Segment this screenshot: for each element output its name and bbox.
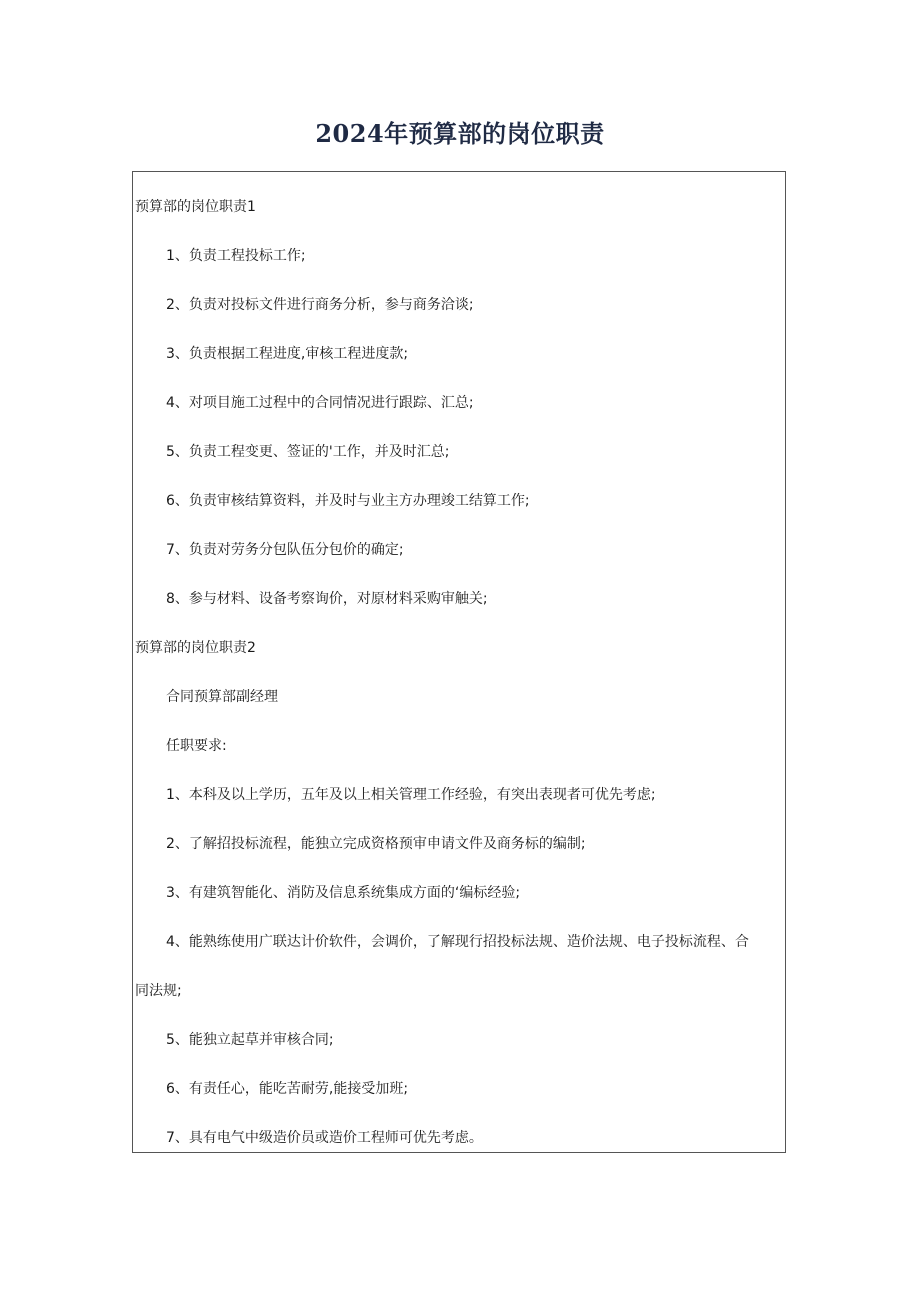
- list-item-continuation: 同法规;: [135, 983, 182, 999]
- list-item: 6、负责审核结算资料，并及时与业主方办理竣工结算工作;: [166, 493, 530, 509]
- section-heading-1: 预算部的岗位职责1: [135, 199, 256, 215]
- document-title: 2024年预算部的岗位职责: [315, 119, 605, 148]
- list-item: 7、负责对劳务分包队伍分包价的确定;: [166, 542, 404, 558]
- list-item: 3、有建筑智能化、消防及信息系统集成方面的‘编标经验;: [166, 885, 521, 901]
- list-item: 4、能熟练使用广联达计价软件，会调价，了解现行招投标法规、造价法规、电子投标流程、合: [166, 934, 749, 950]
- list-item: 2、了解招投标流程，能独立完成资格预审申请文件及商务标的编制;: [166, 836, 586, 852]
- list-item: 7、具有电气中级造价员或造价工程师可优先考虑。: [166, 1130, 483, 1146]
- list-item: 8、参与材料、设备考察询价，对原材料采购审触关;: [166, 591, 488, 607]
- list-item: 4、对项目施工过程中的合同情况进行跟踪、汇总;: [166, 395, 474, 411]
- list-item: 1、负责工程投标工作;: [166, 248, 306, 264]
- list-item: 3、负责根据工程进度,审核工程进度款;: [166, 346, 409, 362]
- list-item: 5、负责工程变更、签证的'工作，并及时汇总;: [166, 444, 450, 460]
- list-item: 6、有责任心，能吃苦耐劳,能接受加班;: [166, 1081, 409, 1097]
- list-item: 1、本科及以上学历，五年及以上相关管理工作经验，有突出表现者可优先考虑;: [166, 787, 656, 803]
- position-title: 合同预算部副经理: [166, 689, 278, 705]
- content-box: [132, 171, 786, 1153]
- list-item: 5、能独立起草并审核合同;: [166, 1032, 334, 1048]
- list-item: 2、负责对投标文件进行商务分析，参与商务洽谈;: [166, 297, 474, 313]
- section-heading-2: 预算部的岗位职责2: [135, 640, 256, 656]
- requirements-label: 任职要求:: [166, 738, 227, 754]
